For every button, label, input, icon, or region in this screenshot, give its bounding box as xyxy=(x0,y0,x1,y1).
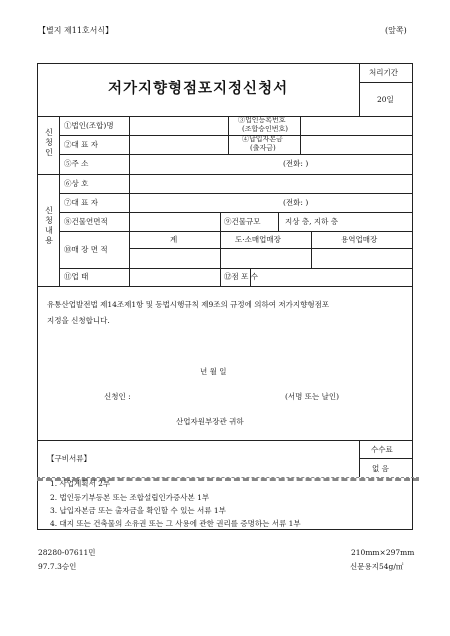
applicant-phone-label: (전화: ) xyxy=(283,159,309,168)
store-area-retail-header: 도·소매업매장 xyxy=(235,235,281,244)
footer-paper: 신문용지54g/㎡ xyxy=(350,562,404,571)
form-title: 저가지향형점포지정신청서 xyxy=(108,80,289,97)
fee-label: 수수료 xyxy=(371,445,393,454)
date-label: 년 월 일 xyxy=(200,367,227,376)
footer-size: 210mm×297mm xyxy=(351,548,415,557)
recipient: 산업자원부장관 귀하 xyxy=(176,417,244,426)
document-item-4: 4. 대지 또는 건축물의 소유권 또는 그 사용에 관한 권리를 증명하는 서류 1부 xyxy=(50,519,301,528)
store-area-label: ⑩매 장 면 적 xyxy=(64,245,108,254)
details-group-label: 신 청 내 용 xyxy=(45,206,53,245)
capital-label: ④납입자본금 xyxy=(242,135,283,143)
document-item-1: 1. 사업계획서 2부 xyxy=(50,479,111,488)
processing-label: 처리기간 xyxy=(369,68,398,77)
store-area-service-header: 용역업매장 xyxy=(341,235,378,244)
body-text-line-1: 유통산업발전법 제14조제1항 및 동법시행규칙 제9조의 규정에 의하여 저가지향형점포 xyxy=(47,300,330,309)
document-item-3: 3. 납입자본금 또는 출자금을 확인할 수 있는 서류 1부 xyxy=(50,506,226,515)
applicant-group-label: 신 청 인 xyxy=(45,128,53,157)
footer-approval: 97.7.3승인 xyxy=(38,562,77,571)
processing-value: 20일 xyxy=(377,95,394,104)
side-note: (앞쪽) xyxy=(385,26,407,35)
reg-no-label: ③법인등록번호 xyxy=(238,116,286,124)
form-frame xyxy=(37,63,413,530)
details-representative-label: ⑦대 표 자 xyxy=(64,198,99,207)
building-scale-label: ⑨건물규모 xyxy=(224,217,261,226)
building-area-label: ⑧건물연면적 xyxy=(64,217,108,226)
applicant-sign-note: (서명 또는 날인) xyxy=(285,392,340,401)
document-item-2: 2. 법인등기부등본 또는 조합설립인가증사본 1부 xyxy=(50,493,210,502)
trade-name-label: ⑥상 호 xyxy=(64,179,89,188)
documents-header: 【구비서류】 xyxy=(47,454,91,463)
store-area-total-header: 계 xyxy=(170,235,178,244)
capital-sub-label: (출자금) xyxy=(250,144,276,152)
form-number: 【별지 제11호서식】 xyxy=(38,26,114,35)
business-type-label: ⑪업 태 xyxy=(64,272,89,281)
footer-code: 28280-07611민 xyxy=(38,548,96,557)
fee-value: 없 음 xyxy=(372,464,389,473)
reg-no-sub-label: (조합승인번호) xyxy=(242,125,289,133)
body-text-line-2: 지정을 신청합니다. xyxy=(47,316,110,325)
building-scale-text: 지상 층, 지하 층 xyxy=(285,217,339,226)
applicant-representative-label: ②대 표 자 xyxy=(64,140,99,149)
details-phone-label: (전화: ) xyxy=(283,198,309,207)
corp-name-label: ①법인(조합)명 xyxy=(64,121,114,130)
address-label: ⑤주 소 xyxy=(64,159,89,168)
store-count-label: ⑫점 포 수 xyxy=(224,272,259,281)
applicant-sign-label: 신청인 : xyxy=(104,392,131,401)
